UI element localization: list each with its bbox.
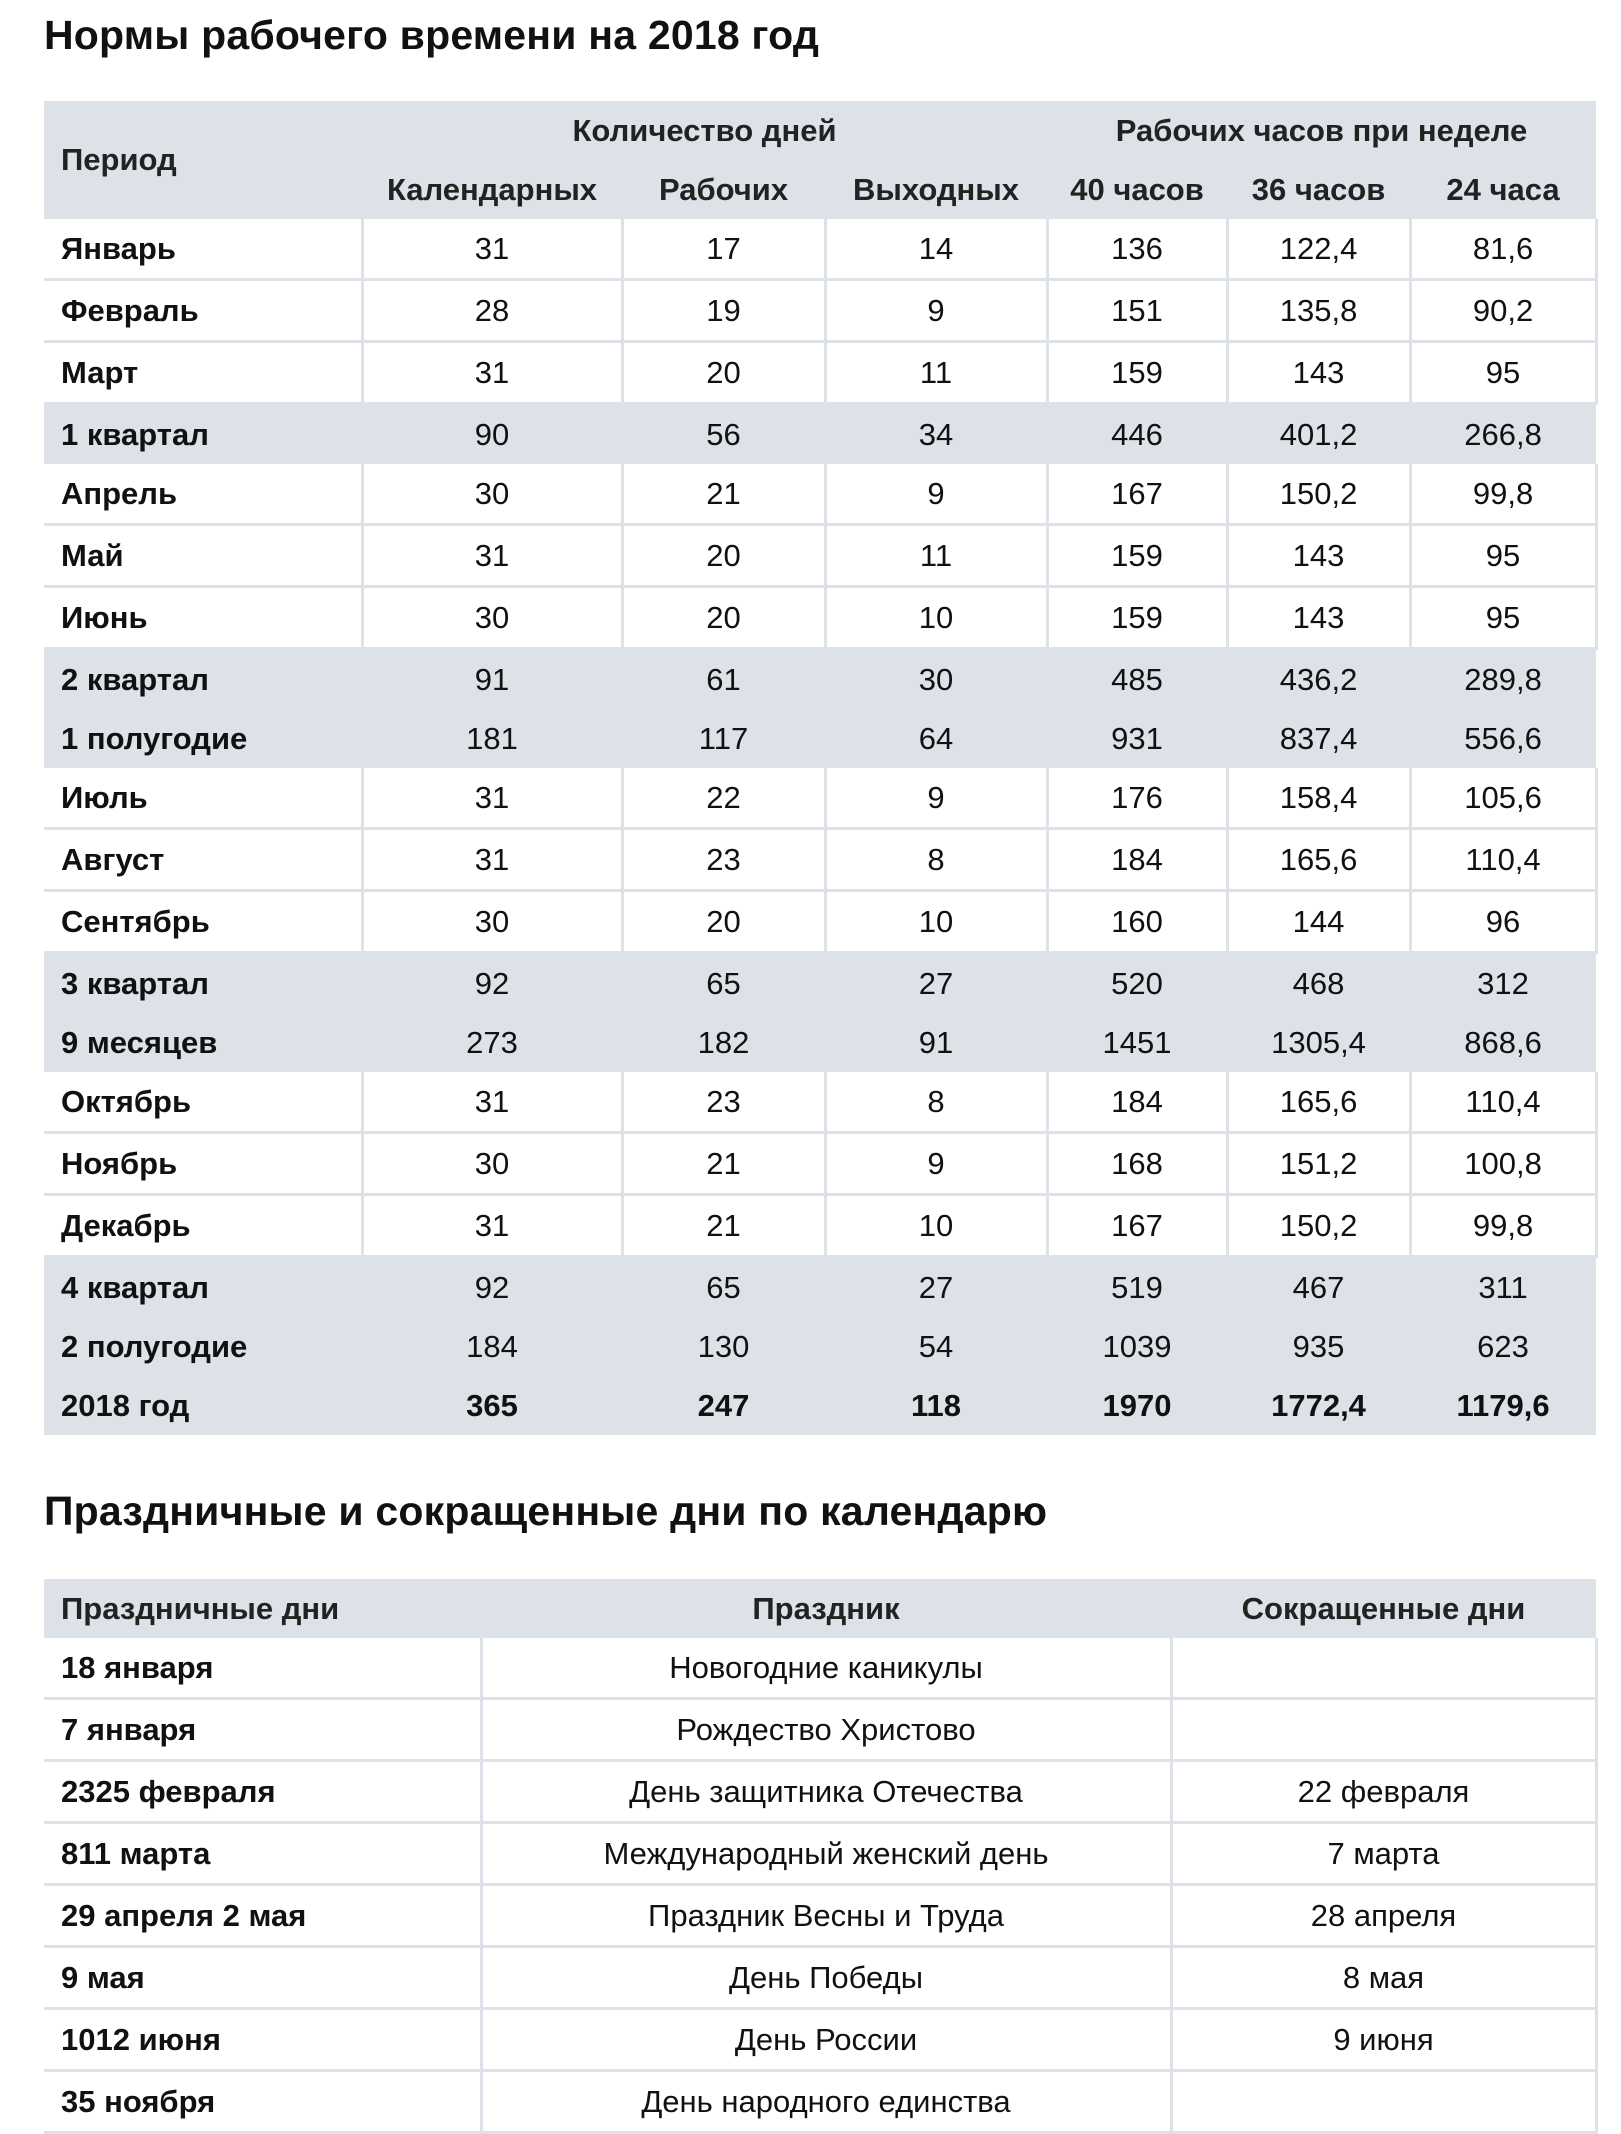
weekend-days-cell: 118 bbox=[825, 1376, 1047, 1435]
working-days-cell: 117 bbox=[622, 709, 825, 768]
header-24-hours: 24 часа bbox=[1446, 171, 1560, 207]
calendar-days-cell: 30 bbox=[362, 464, 622, 525]
hours-40-cell: 184 bbox=[1047, 1072, 1227, 1133]
short-day-cell bbox=[1171, 2071, 1596, 2133]
period-cell: 2 полугодие bbox=[44, 1317, 362, 1376]
calendar-days-cell: 31 bbox=[362, 342, 622, 404]
weekend-days-cell: 30 bbox=[825, 649, 1047, 710]
hours-40-cell: 176 bbox=[1047, 768, 1227, 829]
hours-36-cell: 1305,4 bbox=[1227, 1013, 1410, 1072]
table-row bbox=[44, 891, 1596, 953]
calendar-days-cell: 31 bbox=[362, 829, 622, 891]
table-row bbox=[44, 649, 1596, 710]
page-title: Нормы рабочего времени на 2018 год bbox=[44, 12, 820, 58]
hours-24-cell: 868,6 bbox=[1410, 1013, 1596, 1072]
period-cell: 9 месяцев bbox=[44, 1013, 362, 1072]
table-row bbox=[44, 1257, 1596, 1318]
hours-36-cell: 151,2 bbox=[1227, 1133, 1410, 1195]
short-day-cell: 9 июня bbox=[1171, 2009, 1596, 2071]
holiday-days-cell: 35 ноября bbox=[44, 2071, 481, 2133]
hours-40-cell: 520 bbox=[1047, 953, 1227, 1014]
period-cell: 1 квартал bbox=[44, 404, 362, 465]
period-cell: Сентябрь bbox=[44, 891, 362, 953]
period-cell: 1 полугодие bbox=[44, 709, 362, 768]
hours-40-cell: 159 bbox=[1047, 525, 1227, 587]
hours-24-cell: 100,8 bbox=[1410, 1133, 1596, 1195]
table-row bbox=[44, 2009, 1596, 2071]
table-row bbox=[44, 587, 1596, 649]
period-cell: Декабрь bbox=[44, 1195, 362, 1257]
hours-40-cell: 1451 bbox=[1047, 1013, 1227, 1072]
working-days-cell: 17 bbox=[622, 219, 825, 280]
working-days-cell: 22 bbox=[622, 768, 825, 829]
short-day-cell bbox=[1171, 1699, 1596, 1761]
holiday-days-cell: 29 апреля 2 мая bbox=[44, 1885, 481, 1947]
calendar-days-cell: 92 bbox=[362, 953, 622, 1014]
hours-36-cell: 468 bbox=[1227, 953, 1410, 1014]
working-days-cell: 130 bbox=[622, 1317, 825, 1376]
header-holiday-days: Праздничные дни bbox=[61, 1590, 340, 1626]
holiday-name-cell: День России bbox=[481, 2009, 1171, 2071]
table-row bbox=[44, 342, 1596, 404]
header-holiday-name: Праздник bbox=[752, 1590, 900, 1626]
working-days-cell: 65 bbox=[622, 1257, 825, 1318]
weekend-days-cell: 9 bbox=[825, 1133, 1047, 1195]
hours-24-cell: 95 bbox=[1410, 525, 1596, 587]
table-row bbox=[44, 829, 1596, 891]
hours-24-cell: 623 bbox=[1410, 1317, 1596, 1376]
period-cell: 2 квартал bbox=[44, 649, 362, 710]
period-cell: 2018 год bbox=[44, 1376, 362, 1435]
hours-36-cell: 165,6 bbox=[1227, 1072, 1410, 1133]
short-day-cell: 28 апреля bbox=[1171, 1885, 1596, 1947]
weekend-days-cell: 9 bbox=[825, 768, 1047, 829]
holiday-name-cell: Новогодние каникулы bbox=[481, 1638, 1171, 1699]
period-cell: Май bbox=[44, 525, 362, 587]
calendar-days-cell: 31 bbox=[362, 1072, 622, 1133]
working-days-cell: 61 bbox=[622, 649, 825, 710]
period-cell: Август bbox=[44, 829, 362, 891]
short-day-cell: 8 мая bbox=[1171, 1947, 1596, 2009]
table-row bbox=[44, 1133, 1596, 1195]
period-cell: Февраль bbox=[44, 280, 362, 342]
calendar-days-cell: 90 bbox=[362, 404, 622, 465]
hours-40-cell: 159 bbox=[1047, 587, 1227, 649]
weekend-days-cell: 10 bbox=[825, 891, 1047, 953]
header-period: Период bbox=[61, 142, 177, 177]
table-row bbox=[44, 1823, 1596, 1885]
weekend-days-cell: 11 bbox=[825, 525, 1047, 587]
hours-36-cell: 122,4 bbox=[1227, 219, 1410, 280]
hours-24-cell: 110,4 bbox=[1410, 1072, 1596, 1133]
hours-36-cell: 436,2 bbox=[1227, 649, 1410, 710]
hours-24-cell: 266,8 bbox=[1410, 404, 1596, 465]
table-row bbox=[44, 1072, 1596, 1133]
table-row bbox=[44, 1699, 1596, 1761]
hours-40-cell: 136 bbox=[1047, 219, 1227, 280]
hours-24-cell: 90,2 bbox=[1410, 280, 1596, 342]
hours-36-cell: 401,2 bbox=[1227, 404, 1410, 465]
holiday-name-cell: День народного единства bbox=[481, 2071, 1171, 2133]
working-days-cell: 247 bbox=[622, 1376, 825, 1435]
weekend-days-cell: 34 bbox=[825, 404, 1047, 465]
hours-24-cell: 311 bbox=[1410, 1257, 1596, 1318]
hours-40-cell: 167 bbox=[1047, 1195, 1227, 1257]
hours-40-cell: 151 bbox=[1047, 280, 1227, 342]
hours-40-cell: 167 bbox=[1047, 464, 1227, 525]
period-cell: Апрель bbox=[44, 464, 362, 525]
working-days-cell: 20 bbox=[622, 342, 825, 404]
holiday-days-cell: 1012 июня bbox=[44, 2009, 481, 2071]
holiday-name-cell: День защитника Отечества bbox=[481, 1761, 1171, 1823]
weekend-days-cell: 11 bbox=[825, 342, 1047, 404]
working-days-cell: 21 bbox=[622, 1133, 825, 1195]
table-row bbox=[44, 1947, 1596, 2009]
weekend-days-cell: 9 bbox=[825, 280, 1047, 342]
table-header-row bbox=[44, 101, 1596, 160]
hours-36-cell: 935 bbox=[1227, 1317, 1410, 1376]
holiday-days-cell: 9 мая bbox=[44, 1947, 481, 2009]
period-cell: Январь bbox=[44, 219, 362, 280]
calendar-days-cell: 184 bbox=[362, 1317, 622, 1376]
calendar-days-cell: 30 bbox=[362, 587, 622, 649]
weekend-days-cell: 8 bbox=[825, 1072, 1047, 1133]
period-cell: 3 квартал bbox=[44, 953, 362, 1014]
holiday-days-cell: 7 января bbox=[44, 1699, 481, 1761]
header-weekend-days: Выходных bbox=[853, 171, 1019, 207]
table-header-row bbox=[44, 1579, 1596, 1638]
table-row bbox=[44, 280, 1596, 342]
short-day-cell bbox=[1171, 1638, 1596, 1699]
period-cell: Июнь bbox=[44, 587, 362, 649]
period-cell: Март bbox=[44, 342, 362, 404]
hours-40-cell: 519 bbox=[1047, 1257, 1227, 1318]
hours-40-cell: 446 bbox=[1047, 404, 1227, 465]
hours-36-cell: 135,8 bbox=[1227, 280, 1410, 342]
working-days-cell: 21 bbox=[622, 1195, 825, 1257]
hours-36-cell: 467 bbox=[1227, 1257, 1410, 1318]
hours-36-cell: 150,2 bbox=[1227, 464, 1410, 525]
table-row bbox=[44, 1761, 1596, 1823]
header-working-days: Рабочих bbox=[658, 171, 789, 207]
weekend-days-cell: 10 bbox=[825, 587, 1047, 649]
weekend-days-cell: 8 bbox=[825, 829, 1047, 891]
hours-36-cell: 165,6 bbox=[1227, 829, 1410, 891]
calendar-days-cell: 31 bbox=[362, 219, 622, 280]
working-days-cell: 21 bbox=[622, 464, 825, 525]
calendar-days-cell: 30 bbox=[362, 1133, 622, 1195]
hours-40-cell: 160 bbox=[1047, 891, 1227, 953]
calendar-days-cell: 273 bbox=[362, 1013, 622, 1072]
short-day-cell: 7 марта bbox=[1171, 1823, 1596, 1885]
holiday-days-cell: 811 марта bbox=[44, 1823, 481, 1885]
working-days-cell: 182 bbox=[622, 1013, 825, 1072]
hours-36-cell: 837,4 bbox=[1227, 709, 1410, 768]
holiday-days-cell: 2325 февраля bbox=[44, 1761, 481, 1823]
weekend-days-cell: 27 bbox=[825, 1257, 1047, 1318]
hours-24-cell: 95 bbox=[1410, 587, 1596, 649]
calendar-days-cell: 91 bbox=[362, 649, 622, 710]
header-calendar-days: Календарных bbox=[386, 171, 598, 207]
hours-40-cell: 485 bbox=[1047, 649, 1227, 710]
hours-36-cell: 143 bbox=[1227, 342, 1410, 404]
working-days-cell: 65 bbox=[622, 953, 825, 1014]
working-days-cell: 23 bbox=[622, 829, 825, 891]
hours-24-cell: 105,6 bbox=[1410, 768, 1596, 829]
holiday-days-cell: 18 января bbox=[44, 1638, 481, 1699]
calendar-days-cell: 31 bbox=[362, 525, 622, 587]
calendar-days-cell: 92 bbox=[362, 1257, 622, 1318]
table-row bbox=[44, 219, 1596, 280]
table-row bbox=[44, 404, 1596, 465]
table-row bbox=[44, 1195, 1596, 1257]
weekend-days-cell: 27 bbox=[825, 953, 1047, 1014]
calendar-days-cell: 28 bbox=[362, 280, 622, 342]
hours-24-cell: 99,8 bbox=[1410, 464, 1596, 525]
table-row bbox=[44, 1638, 1596, 1699]
hours-24-cell: 81,6 bbox=[1410, 219, 1596, 280]
hours-24-cell: 96 bbox=[1410, 891, 1596, 953]
hours-24-cell: 99,8 bbox=[1410, 1195, 1596, 1257]
table-row bbox=[44, 953, 1596, 1014]
weekend-days-cell: 54 bbox=[825, 1317, 1047, 1376]
hours-24-cell: 95 bbox=[1410, 342, 1596, 404]
weekend-days-cell: 14 bbox=[825, 219, 1047, 280]
header-days-group: Количество дней bbox=[572, 112, 837, 148]
hours-36-cell: 143 bbox=[1227, 525, 1410, 587]
header-hours-group: Рабочих часов при неделе bbox=[1115, 112, 1528, 148]
hours-36-cell: 143 bbox=[1227, 587, 1410, 649]
calendar-days-cell: 365 bbox=[362, 1376, 622, 1435]
hours-40-cell: 159 bbox=[1047, 342, 1227, 404]
period-cell: Октябрь bbox=[44, 1072, 362, 1133]
table-row bbox=[44, 1376, 1596, 1435]
hours-24-cell: 1179,6 bbox=[1410, 1376, 1596, 1435]
short-day-cell: 22 февраля bbox=[1171, 1761, 1596, 1823]
hours-36-cell: 158,4 bbox=[1227, 768, 1410, 829]
hours-36-cell: 150,2 bbox=[1227, 1195, 1410, 1257]
working-days-cell: 20 bbox=[622, 587, 825, 649]
table-row bbox=[44, 709, 1596, 768]
header-short-days: Сокращенные дни bbox=[1241, 1590, 1526, 1626]
hours-24-cell: 312 bbox=[1410, 953, 1596, 1014]
table-row bbox=[44, 2071, 1596, 2133]
hours-24-cell: 110,4 bbox=[1410, 829, 1596, 891]
table-row bbox=[44, 464, 1596, 525]
calendar-days-cell: 30 bbox=[362, 891, 622, 953]
hours-24-cell: 556,6 bbox=[1410, 709, 1596, 768]
weekend-days-cell: 91 bbox=[825, 1013, 1047, 1072]
holiday-name-cell: Международный женский день bbox=[481, 1823, 1171, 1885]
holidays-title: Праздничные и сокращенные дни по календарю bbox=[44, 1488, 1048, 1534]
holiday-name-cell: Рождество Христово bbox=[481, 1699, 1171, 1761]
hours-40-cell: 168 bbox=[1047, 1133, 1227, 1195]
period-cell: Июль bbox=[44, 768, 362, 829]
working-days-cell: 19 bbox=[622, 280, 825, 342]
working-days-cell: 56 bbox=[622, 404, 825, 465]
working-days-cell: 20 bbox=[622, 891, 825, 953]
period-cell: Ноябрь bbox=[44, 1133, 362, 1195]
weekend-days-cell: 10 bbox=[825, 1195, 1047, 1257]
holidays-table bbox=[44, 1579, 1598, 2134]
working-days-cell: 20 bbox=[622, 525, 825, 587]
table-row bbox=[44, 1885, 1596, 1947]
table-row bbox=[44, 1317, 1596, 1376]
weekend-days-cell: 64 bbox=[825, 709, 1047, 768]
holiday-name-cell: Праздник Весны и Труда bbox=[481, 1885, 1171, 1947]
hours-40-cell: 1970 bbox=[1047, 1376, 1227, 1435]
table-row bbox=[44, 768, 1596, 829]
table-row bbox=[44, 525, 1596, 587]
hours-36-cell: 144 bbox=[1227, 891, 1410, 953]
calendar-days-cell: 31 bbox=[362, 1195, 622, 1257]
working-days-cell: 23 bbox=[622, 1072, 825, 1133]
header-40-hours: 40 часов bbox=[1070, 171, 1204, 207]
holiday-name-cell: День Победы bbox=[481, 1947, 1171, 2009]
hours-40-cell: 184 bbox=[1047, 829, 1227, 891]
period-cell: 4 квартал bbox=[44, 1257, 362, 1318]
calendar-days-cell: 31 bbox=[362, 768, 622, 829]
work-hours-table bbox=[44, 101, 1598, 1435]
hours-40-cell: 1039 bbox=[1047, 1317, 1227, 1376]
table-row bbox=[44, 1013, 1596, 1072]
weekend-days-cell: 9 bbox=[825, 464, 1047, 525]
hours-36-cell: 1772,4 bbox=[1227, 1376, 1410, 1435]
hours-40-cell: 931 bbox=[1047, 709, 1227, 768]
hours-24-cell: 289,8 bbox=[1410, 649, 1596, 710]
calendar-days-cell: 181 bbox=[362, 709, 622, 768]
header-36-hours: 36 часов bbox=[1251, 171, 1386, 207]
